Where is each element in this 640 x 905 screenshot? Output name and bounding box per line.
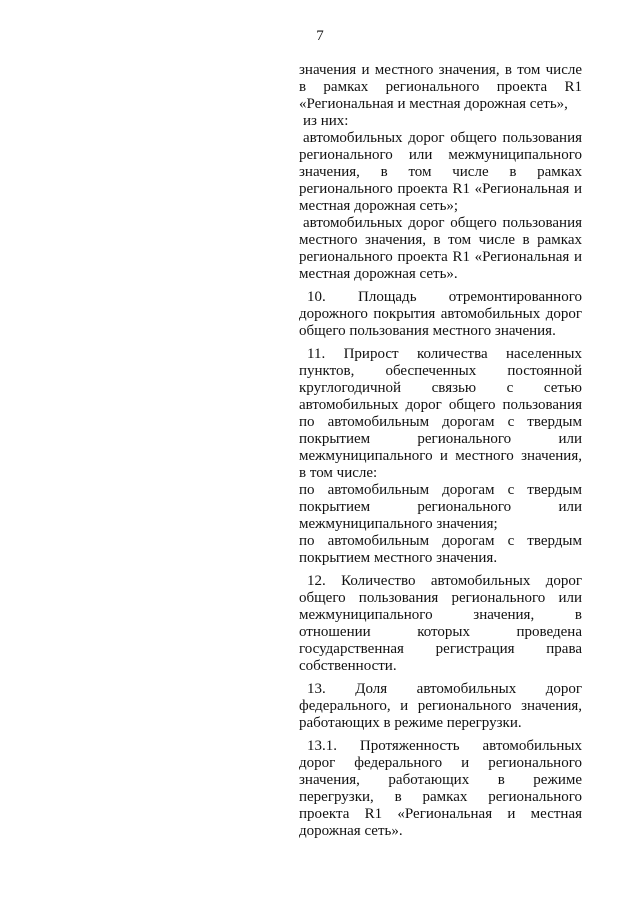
paragraph-regional-roads: автомобильных дорог общего пользования регионального или межмуниципального значения, в том числе в рамках регионального проекта R1 «Региональная и местная дорожная сеть»;	[299, 130, 582, 214]
paragraph-local-roads: автомобильных дорог общего пользования местного значения, в том числе в рамках регионального проекта R1 «Региональная и местная дорожная сеть».	[299, 215, 582, 282]
paragraph-item-11-regional: по автомобильным дорогам с твердым покрытием регионального или межмуниципального значения;	[299, 482, 582, 532]
paragraph-item-11: 11. Прирост количества населенных пунктов, обеспеченных постоянной круглогодичной связью с сетью автомобильных дорог общего пользования по автомобильным дорогам с твердым покрытием регионального или межмуниципального и местного значения, в том числе:	[299, 346, 582, 481]
paragraph-item-13: 13. Доля автомобильных дорог федерального, и регионального значения, работающих в режиме перегрузки.	[299, 681, 582, 731]
paragraph-item-10: 10. Площадь отремонтированного дорожного покрытия автомобильных дорог общего пользования местного значения.	[299, 289, 582, 339]
paragraph-continuation: значения и местного значения, в том числе в рамках регионального проекта R1 «Региональная и местная дорожная сеть»,	[299, 62, 582, 112]
document-body	[299, 62, 582, 840]
paragraph-item-12: 12. Количество автомобильных дорог общего пользования регионального или межмуниципального значения, в отношении которых проведена государственная регистрация права собственности.	[299, 573, 582, 674]
paragraph-of-them: из них:	[303, 113, 349, 129]
paragraph-item-13-1: 13.1. Протяженность автомобильных дорог федерального и регионального значения, работающих в режиме перегрузки, в рамках регионального проекта R1 «Региональная и местная дорожная сеть».	[299, 738, 582, 839]
paragraph-item-11-local: по автомобильным дорогам с твердым покрытием местного значения.	[299, 533, 582, 566]
page-number: 7	[316, 28, 324, 44]
